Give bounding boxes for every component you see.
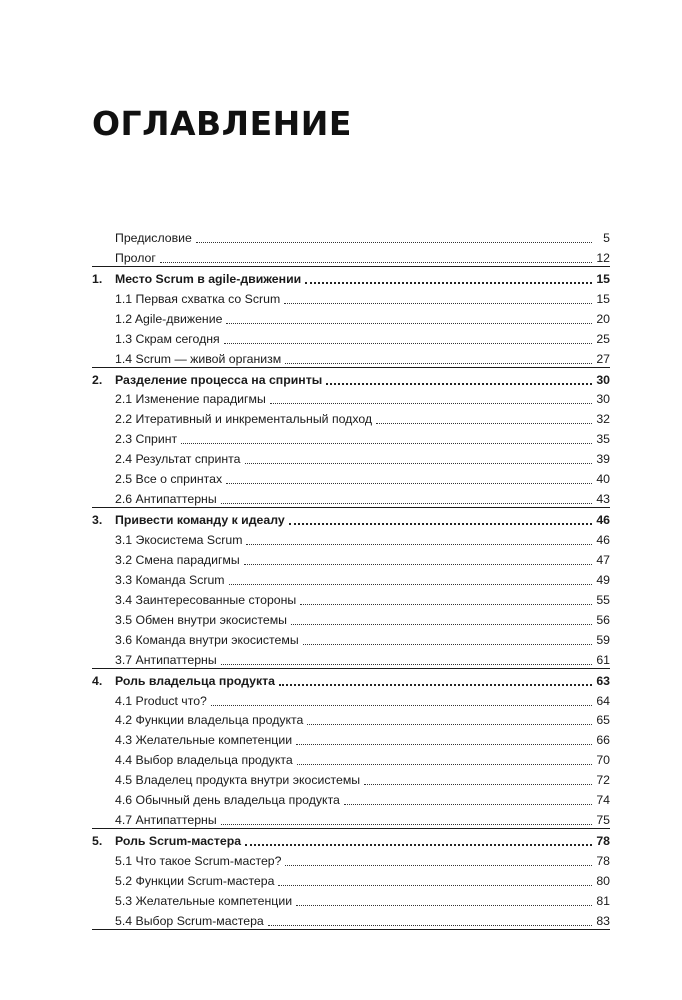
toc-entry-title: 4.4 Выбор владельца продукта (115, 753, 293, 768)
toc-page-number: 46 (596, 533, 610, 547)
toc-page-number: 12 (596, 250, 610, 265)
toc-entry-title: 5.4 Выбор Scrum-мастера (115, 913, 264, 928)
toc-entry-row (92, 849, 610, 869)
toc-entry-row (92, 748, 610, 768)
dot-leader (244, 563, 592, 565)
toc-page-number: 15 (596, 291, 610, 306)
toc-chapter-row (92, 367, 610, 388)
dot-leader (221, 663, 592, 665)
toc-page-number: 49 (596, 572, 610, 587)
toc-entry-title: 5.1 Что такое Scrum-мастер? (115, 854, 282, 868)
toc-entry-title: 1.2 Agile-движение (115, 311, 223, 326)
toc-entry-row (92, 628, 610, 648)
toc-entry-row (92, 588, 610, 608)
toc-entry-title: Предисловие (115, 230, 192, 245)
toc-entry-row (92, 869, 610, 889)
toc-entry-title: 3.4 Заинтересованные стороны (115, 592, 297, 607)
toc-chapter-row (92, 266, 610, 287)
toc-entry-title: 2.4 Результат спринта (115, 452, 241, 467)
toc-entry-row (92, 487, 610, 507)
toc-entry-number: 1. (92, 271, 103, 286)
toc-page-number: 25 (596, 331, 610, 346)
dot-leader (297, 763, 592, 765)
toc-page-number: 74 (596, 793, 610, 808)
toc-chapter-row (92, 668, 610, 689)
toc-entry-title: Привести команду к идеалу (115, 513, 285, 528)
toc-entry-row (92, 467, 610, 487)
toc-entry-number: 4. (92, 673, 103, 688)
toc-page-number: 20 (596, 311, 610, 326)
dot-leader (300, 603, 592, 605)
toc-entry-row (92, 608, 610, 628)
toc-page-number: 46 (596, 513, 610, 528)
toc-page-number: 78 (596, 834, 610, 849)
toc-entry-row (92, 327, 610, 347)
toc-entry-row (92, 909, 610, 930)
dot-leader (246, 543, 592, 545)
toc-page-number: 72 (596, 773, 610, 788)
toc-page-number: 39 (596, 452, 610, 467)
toc-entry-title: 3.2 Смена парадигмы (115, 552, 240, 567)
toc-entry-title: 2.2 Итеративный и инкрементальный подход (115, 412, 373, 427)
dot-leader (326, 382, 592, 385)
toc-entry-title: 1.4 Scrum — живой организм (115, 351, 282, 366)
toc-entry-title: Место Scrum в agile-движении (115, 271, 302, 286)
toc-entry-number: 5. (92, 834, 103, 849)
toc-entry-row (92, 226, 610, 246)
dot-leader (291, 623, 592, 625)
toc-page-number: 40 (596, 472, 610, 487)
toc-page-number: 64 (596, 693, 610, 708)
toc-entry-title: 3.6 Команда внутри экосистемы (115, 632, 299, 647)
toc-page-number: 30 (596, 392, 610, 407)
toc-entry-row (92, 347, 610, 367)
toc-entry-title: Разделение процесса на спринты (115, 372, 323, 387)
toc-entry-title: 1.1 Первая схватка со Scrum (115, 291, 281, 306)
toc-entry-title: 4.2 Функции владельца продукта (115, 713, 304, 728)
toc-page-number: 56 (596, 612, 610, 627)
toc-page-number: 65 (596, 713, 610, 728)
toc-entry-number: 2. (92, 372, 103, 387)
toc-entry-title: 3.3 Команда Scrum (115, 572, 225, 587)
toc-entry-title: Пролог (115, 250, 156, 265)
toc-page-number: 15 (596, 271, 610, 286)
toc-page-number: 55 (596, 592, 610, 607)
dot-leader (245, 843, 592, 846)
toc-page-number: 32 (596, 412, 610, 427)
toc-entry-title: 2.6 Антипаттерны (115, 492, 217, 507)
dot-leader (226, 482, 592, 484)
toc-entry-row (92, 447, 610, 467)
dot-leader (278, 884, 592, 886)
toc-page-number: 35 (596, 432, 610, 447)
toc-entry-row (92, 709, 610, 729)
dot-leader (270, 402, 592, 404)
dot-leader (285, 362, 592, 364)
dot-leader (376, 422, 592, 424)
dot-leader (305, 281, 592, 284)
toc-entry-title: 1.3 Скрам сегодня (115, 331, 220, 346)
toc-page-number: 83 (596, 913, 610, 928)
toc-entry-title: 2.3 Спринт (115, 432, 178, 447)
toc-entry-title: 4.5 Владелец продукта внутри экосистемы (115, 773, 361, 788)
toc-entry-row (92, 568, 610, 588)
toc-page-number: 59 (596, 632, 610, 647)
dot-leader (344, 803, 592, 805)
dot-leader (211, 704, 592, 706)
dot-leader (268, 924, 592, 926)
toc-chapter-row (92, 828, 610, 849)
dot-leader (221, 502, 592, 504)
dot-leader (307, 723, 592, 725)
dot-leader (245, 462, 593, 464)
toc-chapter-row (92, 507, 610, 528)
toc-entry-row (92, 648, 610, 668)
toc-entry-row (92, 728, 610, 748)
toc-entry-title: 5.2 Функции Scrum-мастера (115, 873, 275, 888)
toc-entry-row (92, 889, 610, 909)
page-title: ОГЛАВЛЕНИЕ (92, 104, 352, 143)
toc-entry-title: 2.1 Изменение парадигмы (115, 392, 266, 407)
toc-page-number: 30 (596, 372, 610, 387)
toc-entry-row (92, 287, 610, 307)
toc-page-number: 75 (596, 813, 610, 828)
toc-entry-row (92, 307, 610, 327)
dot-leader (224, 342, 592, 344)
dot-leader (279, 683, 592, 686)
toc-entry-title: 5.3 Желательные компетенции (115, 893, 293, 908)
toc-entry-row (92, 388, 610, 408)
toc-entry-title: 4.6 Обычный день владельца продукта (115, 793, 340, 808)
toc-entry-row (92, 808, 610, 828)
toc-page-number: 61 (596, 652, 610, 667)
toc-entry-row (92, 768, 610, 788)
dot-leader (364, 783, 592, 785)
dot-leader (289, 522, 592, 525)
toc-page-number: 81 (596, 893, 610, 908)
dot-leader (285, 864, 592, 866)
toc-entry-title: 2.5 Все о спринтах (115, 472, 223, 487)
dot-leader (284, 302, 592, 304)
dot-leader (229, 583, 592, 585)
toc-entry-row (92, 788, 610, 808)
dot-leader (221, 823, 592, 825)
toc-entry-title: Роль владельца продукта (115, 673, 276, 688)
toc-page-number: 47 (596, 552, 610, 567)
dot-leader (303, 643, 592, 645)
dot-leader (226, 322, 592, 324)
toc-page-number: 78 (596, 854, 610, 868)
toc-page-number: 63 (596, 673, 610, 688)
toc-entry-number: 3. (92, 513, 103, 528)
toc-entry-title: 3.5 Обмен внутри экосистемы (115, 612, 288, 627)
toc-entry-row (92, 528, 610, 548)
toc-entry-row (92, 548, 610, 568)
toc-page-number: 5 (603, 230, 610, 245)
dot-leader (296, 743, 592, 745)
toc-page-number: 27 (596, 351, 610, 366)
table-of-contents (92, 226, 610, 930)
toc-page-number: 66 (596, 733, 610, 748)
toc-entry-title: Роль Scrum-мастера (115, 834, 242, 849)
toc-entry-title: 4.7 Антипаттерны (115, 813, 217, 828)
toc-page-number: 80 (596, 873, 610, 888)
dot-leader (160, 261, 592, 263)
toc-page-number: 43 (596, 492, 610, 507)
toc-entry-title: 4.3 Желательные компетенции (115, 733, 293, 748)
toc-page-number: 70 (596, 753, 610, 768)
toc-entry-title: 4.1 Product что? (115, 693, 207, 708)
dot-leader (296, 904, 592, 906)
dot-leader (181, 442, 592, 444)
toc-entry-row (92, 689, 610, 709)
toc-entry-row (92, 427, 610, 447)
toc-entry-row (92, 407, 610, 427)
dot-leader (196, 241, 592, 243)
toc-entry-title: 3.7 Антипаттерны (115, 652, 217, 667)
toc-entry-row (92, 246, 610, 266)
toc-entry-title: 3.1 Экосистема Scrum (115, 533, 243, 547)
